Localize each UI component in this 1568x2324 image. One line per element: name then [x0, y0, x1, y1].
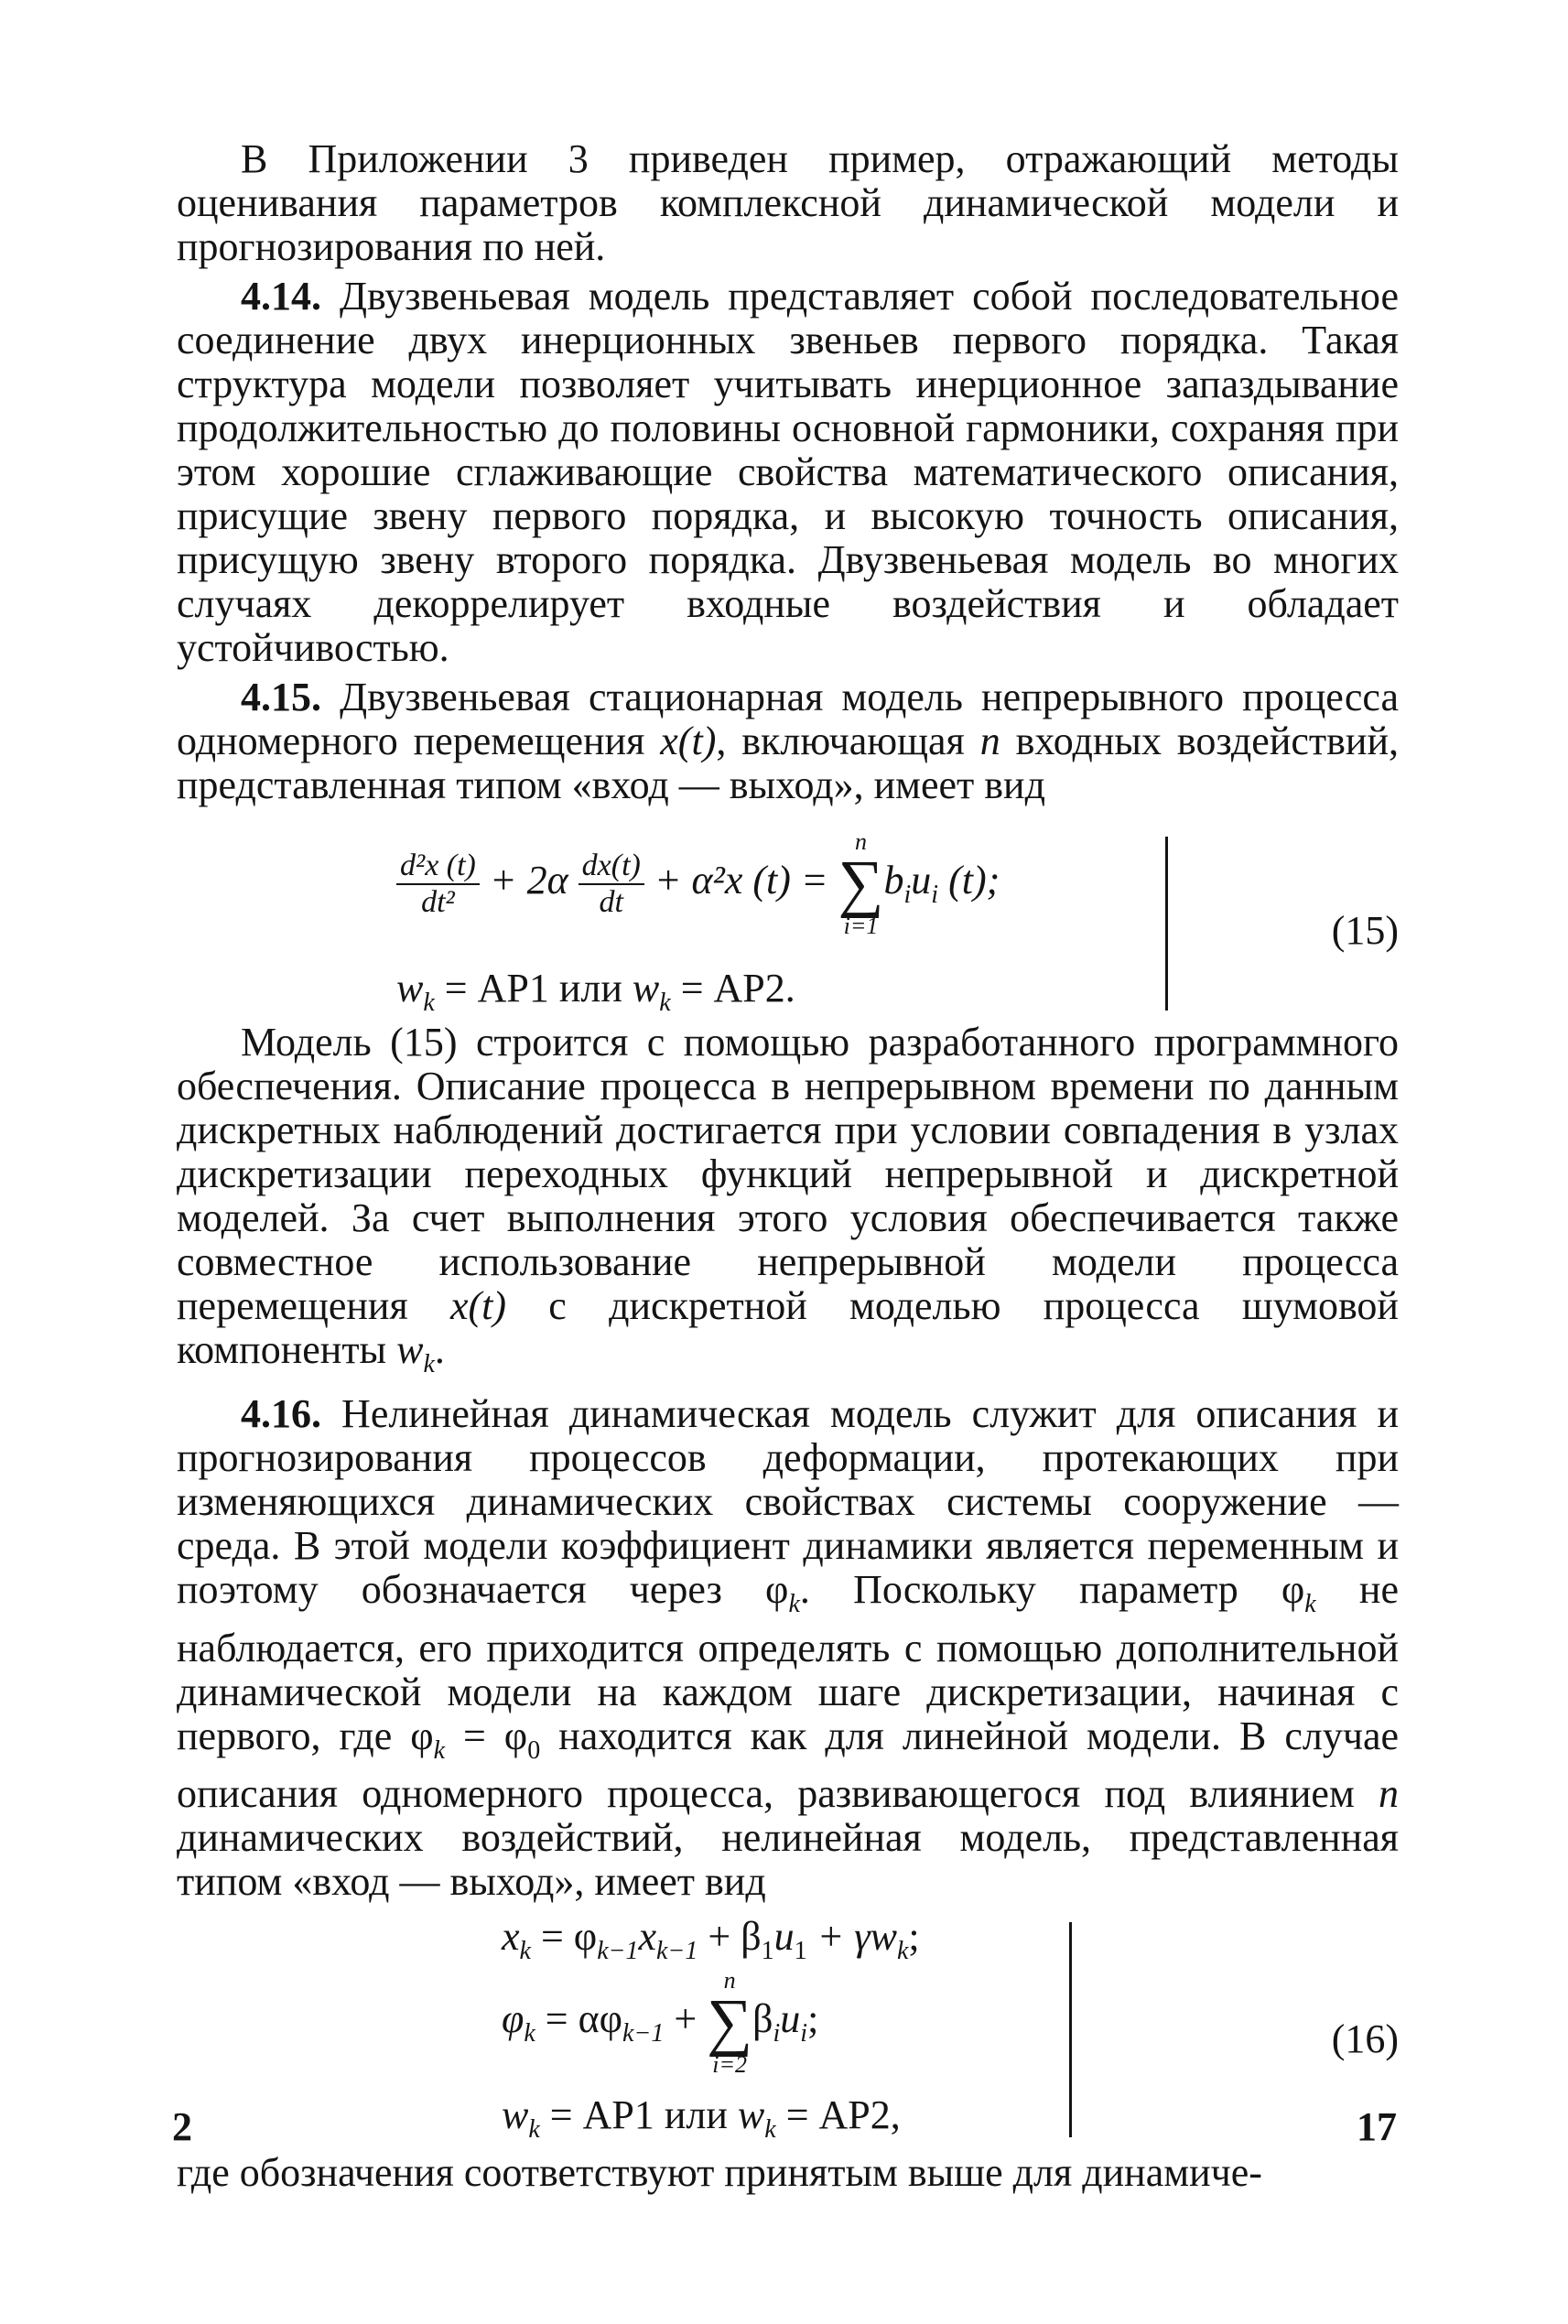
paragraph-text: где обозначения соответствуют принятым выше для динамиче-: [177, 2150, 1262, 2196]
expression: = АР1 или: [539, 2092, 738, 2138]
expression: = АР2,: [775, 2092, 901, 2138]
footer-signature-mark: 2: [172, 2104, 192, 2149]
section-number: 4.15.: [241, 675, 321, 719]
expression: ;: [908, 1914, 920, 1960]
paragraph-text: Нелинейная динамическая модель служит для описания и прогнозирования процессов деформации, протекающих при изменяющихся динамических свойствах системы сооружение — среда. В этой модели коэффициент динамики является переменным и поэтому обозначается через φ: [177, 1390, 1399, 1612]
subscript: i: [931, 880, 939, 909]
page-number: 17: [1357, 2104, 1397, 2149]
expression: w: [737, 2092, 765, 2138]
section-number: 4.14.: [241, 274, 321, 319]
sum-lower: i=2: [712, 2051, 748, 2079]
page-body: [177, 137, 1399, 2195]
expression: = АР2.: [670, 966, 795, 1011]
equation-16-line-2: [502, 1968, 818, 2078]
subscript: k: [788, 1589, 800, 1618]
subscript: k: [423, 1349, 435, 1378]
operator: +: [664, 1996, 708, 2042]
expression: + α²x (t) =: [643, 858, 838, 903]
subscript: i: [800, 2019, 808, 2048]
paragraph-text: . Поскольку параметр φ: [799, 1566, 1305, 1612]
paragraph-text: Двузвеньевая стационарная модель непрерывного процесса одномерного перемещения: [177, 675, 1399, 763]
subscript: k: [659, 988, 671, 1017]
math-inline: x(t): [660, 719, 717, 763]
subscript: k: [519, 1937, 531, 1966]
paragraph-text: динамических воздействий, нелинейная модель, представленная типом «вход — выход», имеет вид: [177, 1815, 1399, 1905]
subscript: k: [1304, 1589, 1316, 1618]
subscript: 1: [761, 1937, 774, 1966]
subscript: i: [773, 2019, 781, 2048]
expression: w: [502, 2092, 529, 2138]
paragraph-text: Модель (15) строится с помощью разработанного программного обеспечения. Описание процесса в непрерывном времени по данным дискретных наблюдений достигается при условии совпадения в узлах дискретизации переходных функций непрерывной и дискретной моделей. За счет выполнения этого условия обеспечивается также совместное использование непрерывной модели процесса перемещения: [177, 1020, 1399, 1328]
subscript: k: [524, 2019, 535, 2048]
paragraph-text: .: [434, 1327, 445, 1372]
expression: u: [780, 1996, 801, 2042]
paragraph-text: входных воздействий, представленная типом «вход — выход», имеет вид: [177, 719, 1400, 807]
expression: u: [773, 1914, 795, 1960]
expression: β: [752, 1996, 773, 2042]
paragraph-intro: [177, 137, 1399, 269]
expression: w: [632, 966, 660, 1011]
fraction: [579, 849, 644, 920]
subscript: k−1: [656, 1937, 698, 1966]
fraction: [396, 849, 480, 920]
expression: w: [396, 966, 424, 1011]
paragraph-text: = φ: [445, 1713, 528, 1758]
expression: b: [883, 858, 904, 903]
sum-upper: n: [855, 828, 868, 855]
sum-lower: i=1: [843, 913, 879, 939]
equation-number: (15): [1331, 908, 1399, 953]
math-inline: n: [1379, 1771, 1399, 1817]
paragraph-4-14: [177, 275, 1399, 670]
equation-number: (16): [1331, 2016, 1399, 2062]
equation-16-line-3: [502, 2092, 901, 2145]
equation-15: [177, 820, 1399, 1017]
expression: (t);: [938, 858, 1000, 903]
sum-sign: n ∑ i=1: [838, 828, 884, 939]
numerator: d²x (t): [396, 849, 480, 885]
math-inline: n: [979, 719, 1000, 763]
subscript: k: [528, 2115, 540, 2145]
subscript: k: [896, 1937, 909, 1966]
paragraph-text: находится как для линейной модели. В случае описания одномерного процесса, развивающегося под влиянием: [177, 1713, 1400, 1817]
expression: = αφ: [535, 1996, 623, 2042]
denominator: dt²: [421, 885, 455, 919]
equation-brace: [1069, 1922, 1072, 2137]
equation-16-line-1: [502, 1913, 920, 1966]
subscript: 1: [794, 1937, 807, 1966]
section-number: 4.16.: [241, 1390, 321, 1436]
expression: + β: [697, 1914, 762, 1960]
expression: x: [502, 1914, 520, 1960]
expression: u: [911, 858, 932, 903]
paragraph-text: не наблюдается, его приходится определять с помощью дополнительной динамической модели на каждом шаге дискретизации, начиная с первого, где φ: [177, 1566, 1399, 1758]
expression: ;: [807, 1996, 819, 2042]
paragraph-closing: [177, 2151, 1399, 2195]
expression: = АР1 или: [434, 966, 633, 1011]
paragraph-text: , включающая: [716, 719, 980, 763]
expression: x: [638, 1914, 657, 1960]
sum-upper: n: [723, 1967, 736, 1994]
expression: φ: [502, 1996, 524, 2042]
subscript: k−1: [622, 2019, 665, 2048]
subscript: k−1: [597, 1937, 639, 1966]
subscript: k: [433, 1735, 446, 1765]
subscript: k: [764, 2115, 776, 2145]
expression: + γw: [806, 1914, 897, 1960]
expression: = φ: [530, 1914, 598, 1960]
equation-16: [177, 1913, 1399, 2145]
paragraph-text: В Приложении 3 приведен пример, отражающий методы оценивания параметров комплексной динамической модели и прогнозирования по ней.: [177, 136, 1399, 269]
equation-brace: [1165, 837, 1168, 1011]
subscript: i: [903, 880, 912, 909]
math-inline: x(t): [449, 1283, 507, 1328]
operator: + 2α: [479, 858, 579, 903]
equation-15-line-1: [396, 829, 1000, 939]
paragraph-text: Двузвеньевая модель представляет собой последовательное соединение двух инерционных звеньев первого порядка. Такая структура модели позволяет учитывать инерционное запаздывание продолжительностью до половины основной гармоники, сохраняя при этом хорошие сглаживающие свойства математического описания, присущие звену первого порядка, и высокую точность описания, присущую звену второго порядка. Двузвеньевая модель во многих случаях декоррелирует входные воздействия и обладает устойчивостью.: [177, 274, 1399, 670]
paragraph-4-15: [177, 676, 1399, 807]
math-inline: w: [396, 1327, 424, 1372]
numerator: dx(t): [579, 849, 644, 885]
denominator: dt: [599, 885, 623, 919]
paragraph-4-16: [177, 1392, 1399, 1905]
equation-15-line-2: [396, 965, 795, 1018]
paragraph-text: с дискретной моделью процесса шумовой компоненты: [177, 1283, 1399, 1372]
sum-sign: n ∑ i=2: [707, 1967, 753, 2079]
paragraph-model-15: [177, 1021, 1399, 1387]
subscript: 0: [527, 1735, 541, 1765]
subscript: k: [423, 988, 435, 1017]
